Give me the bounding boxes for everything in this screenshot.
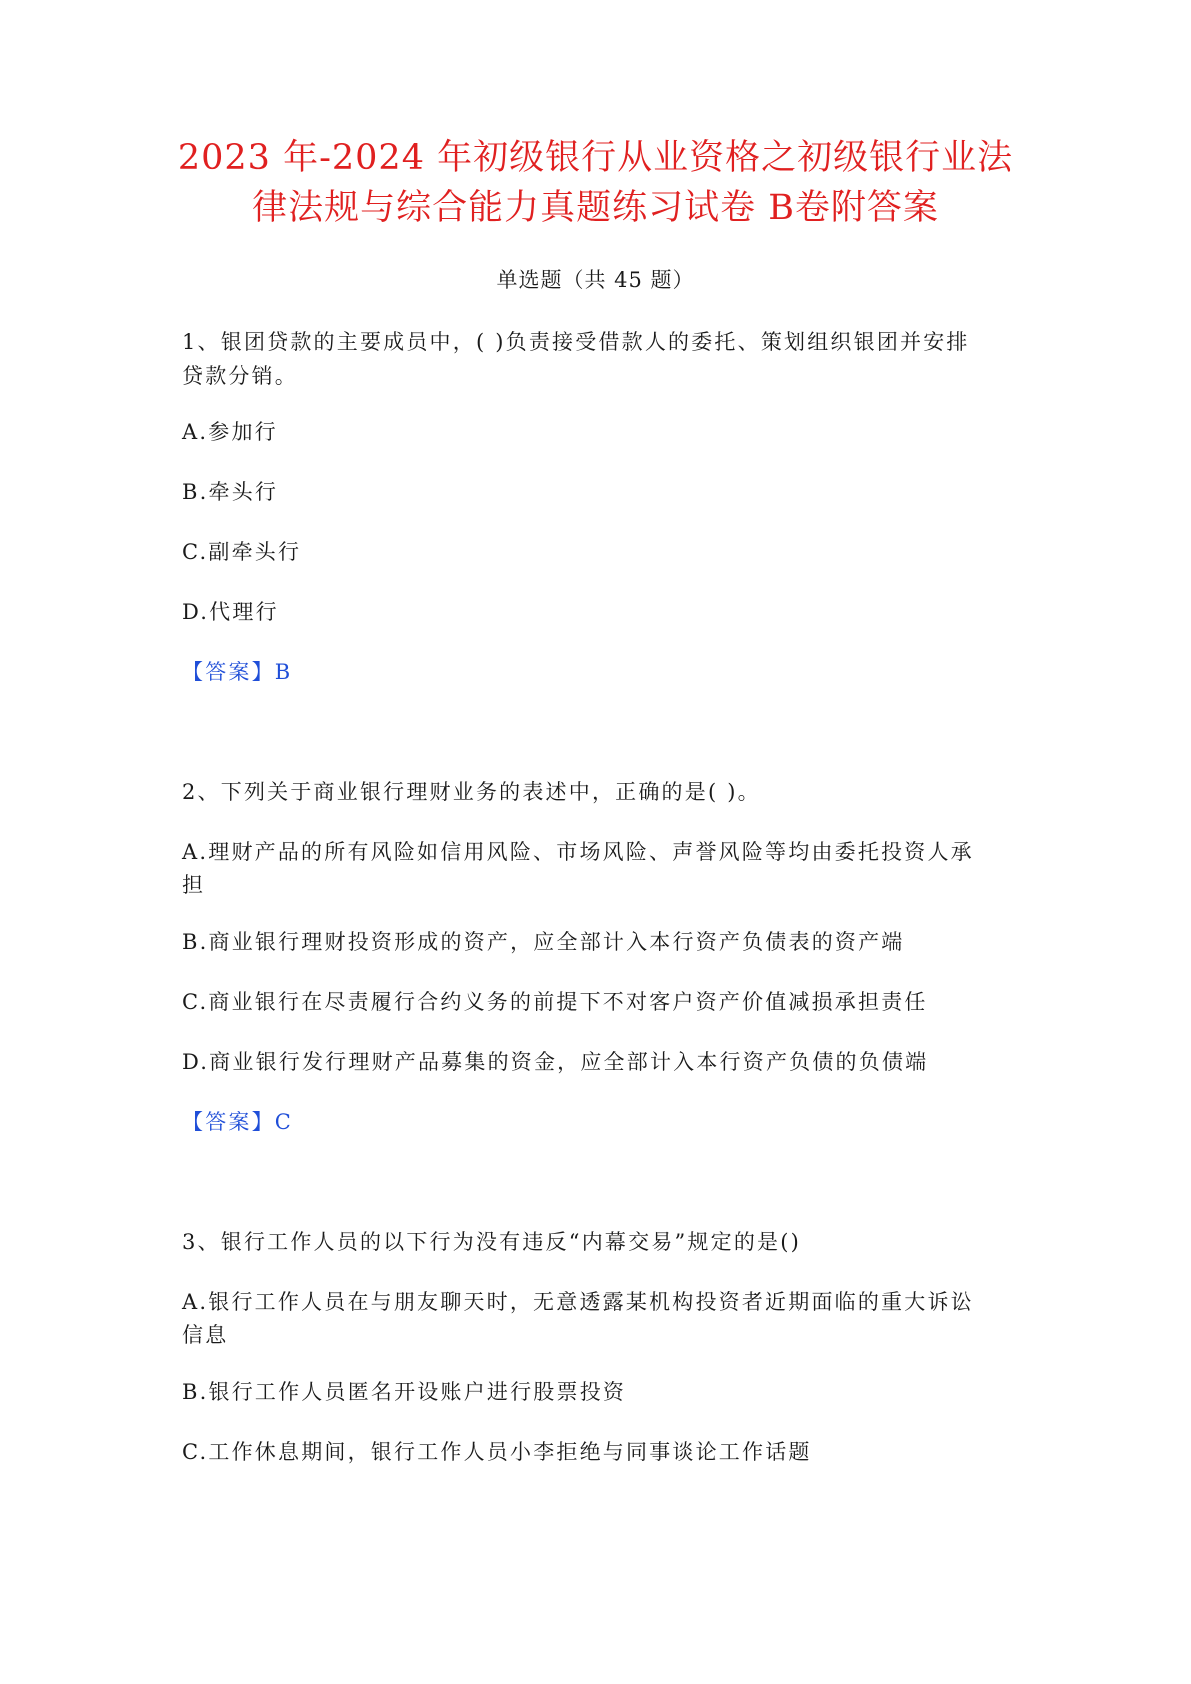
document-title — [150, 133, 1041, 233]
question-2-option-c: C.商业银行在尽责履行合约义务的前提下不对客户资产价值减损承担责任 — [182, 990, 928, 1014]
question-1-stem-line-1: 1、银团贷款的主要成员中，( )负责接受借款人的委托、策划组织银团并安排 — [182, 330, 970, 354]
title-line-1: 2023 年-2024 年初级银行从业资格之初级银行业法 — [177, 138, 1014, 178]
question-1-stem-line-2: 贷款分销。 — [182, 364, 298, 388]
question-3-option-a-line-1: A.银行工作人员在与朋友聊天时，无意透露某机构投资者近期面临的重大诉讼 — [182, 1290, 974, 1314]
question-2-option-b: B.商业银行理财投资形成的资产，应全部计入本行资产负债表的资产端 — [182, 930, 905, 954]
question-1-option-c: C.副牵头行 — [182, 540, 302, 564]
question-1-option-d: D.代理行 — [182, 600, 279, 624]
question-2-option-d: D.商业银行发行理财产品募集的资金，应全部计入本行资产负债的负债端 — [182, 1050, 929, 1074]
question-2-option-a-line-1: A.理财产品的所有风险如信用风险、市场风险、声誉风险等均由委托投资人承 — [182, 840, 974, 864]
question-2-stem-line-1: 2、下列关于商业银行理财业务的表述中，正确的是( )。 — [182, 780, 761, 804]
question-1-answer: 【答案】B — [182, 660, 293, 684]
section-heading: 单选题（共 45 题） — [496, 268, 695, 292]
question-3-option-c: C.工作休息期间，银行工作人员小李拒绝与同事谈论工作话题 — [182, 1440, 812, 1464]
question-2-answer: 【答案】C — [182, 1110, 294, 1134]
title-line-2: 律法规与综合能力真题练习试卷 B卷附答案 — [252, 188, 939, 228]
question-1-option-b: B.牵头行 — [182, 480, 279, 504]
question-2-option-a-line-2: 担 — [182, 873, 206, 897]
question-3-option-a-line-2: 信息 — [182, 1323, 229, 1347]
question-3-stem-line-1: 3、银行工作人员的以下行为没有违反“内幕交易”规定的是() — [182, 1230, 802, 1254]
question-3-option-b: B.银行工作人员匿名开设账户进行股票投资 — [182, 1380, 627, 1404]
question-1-option-a: A.参加行 — [182, 420, 278, 444]
